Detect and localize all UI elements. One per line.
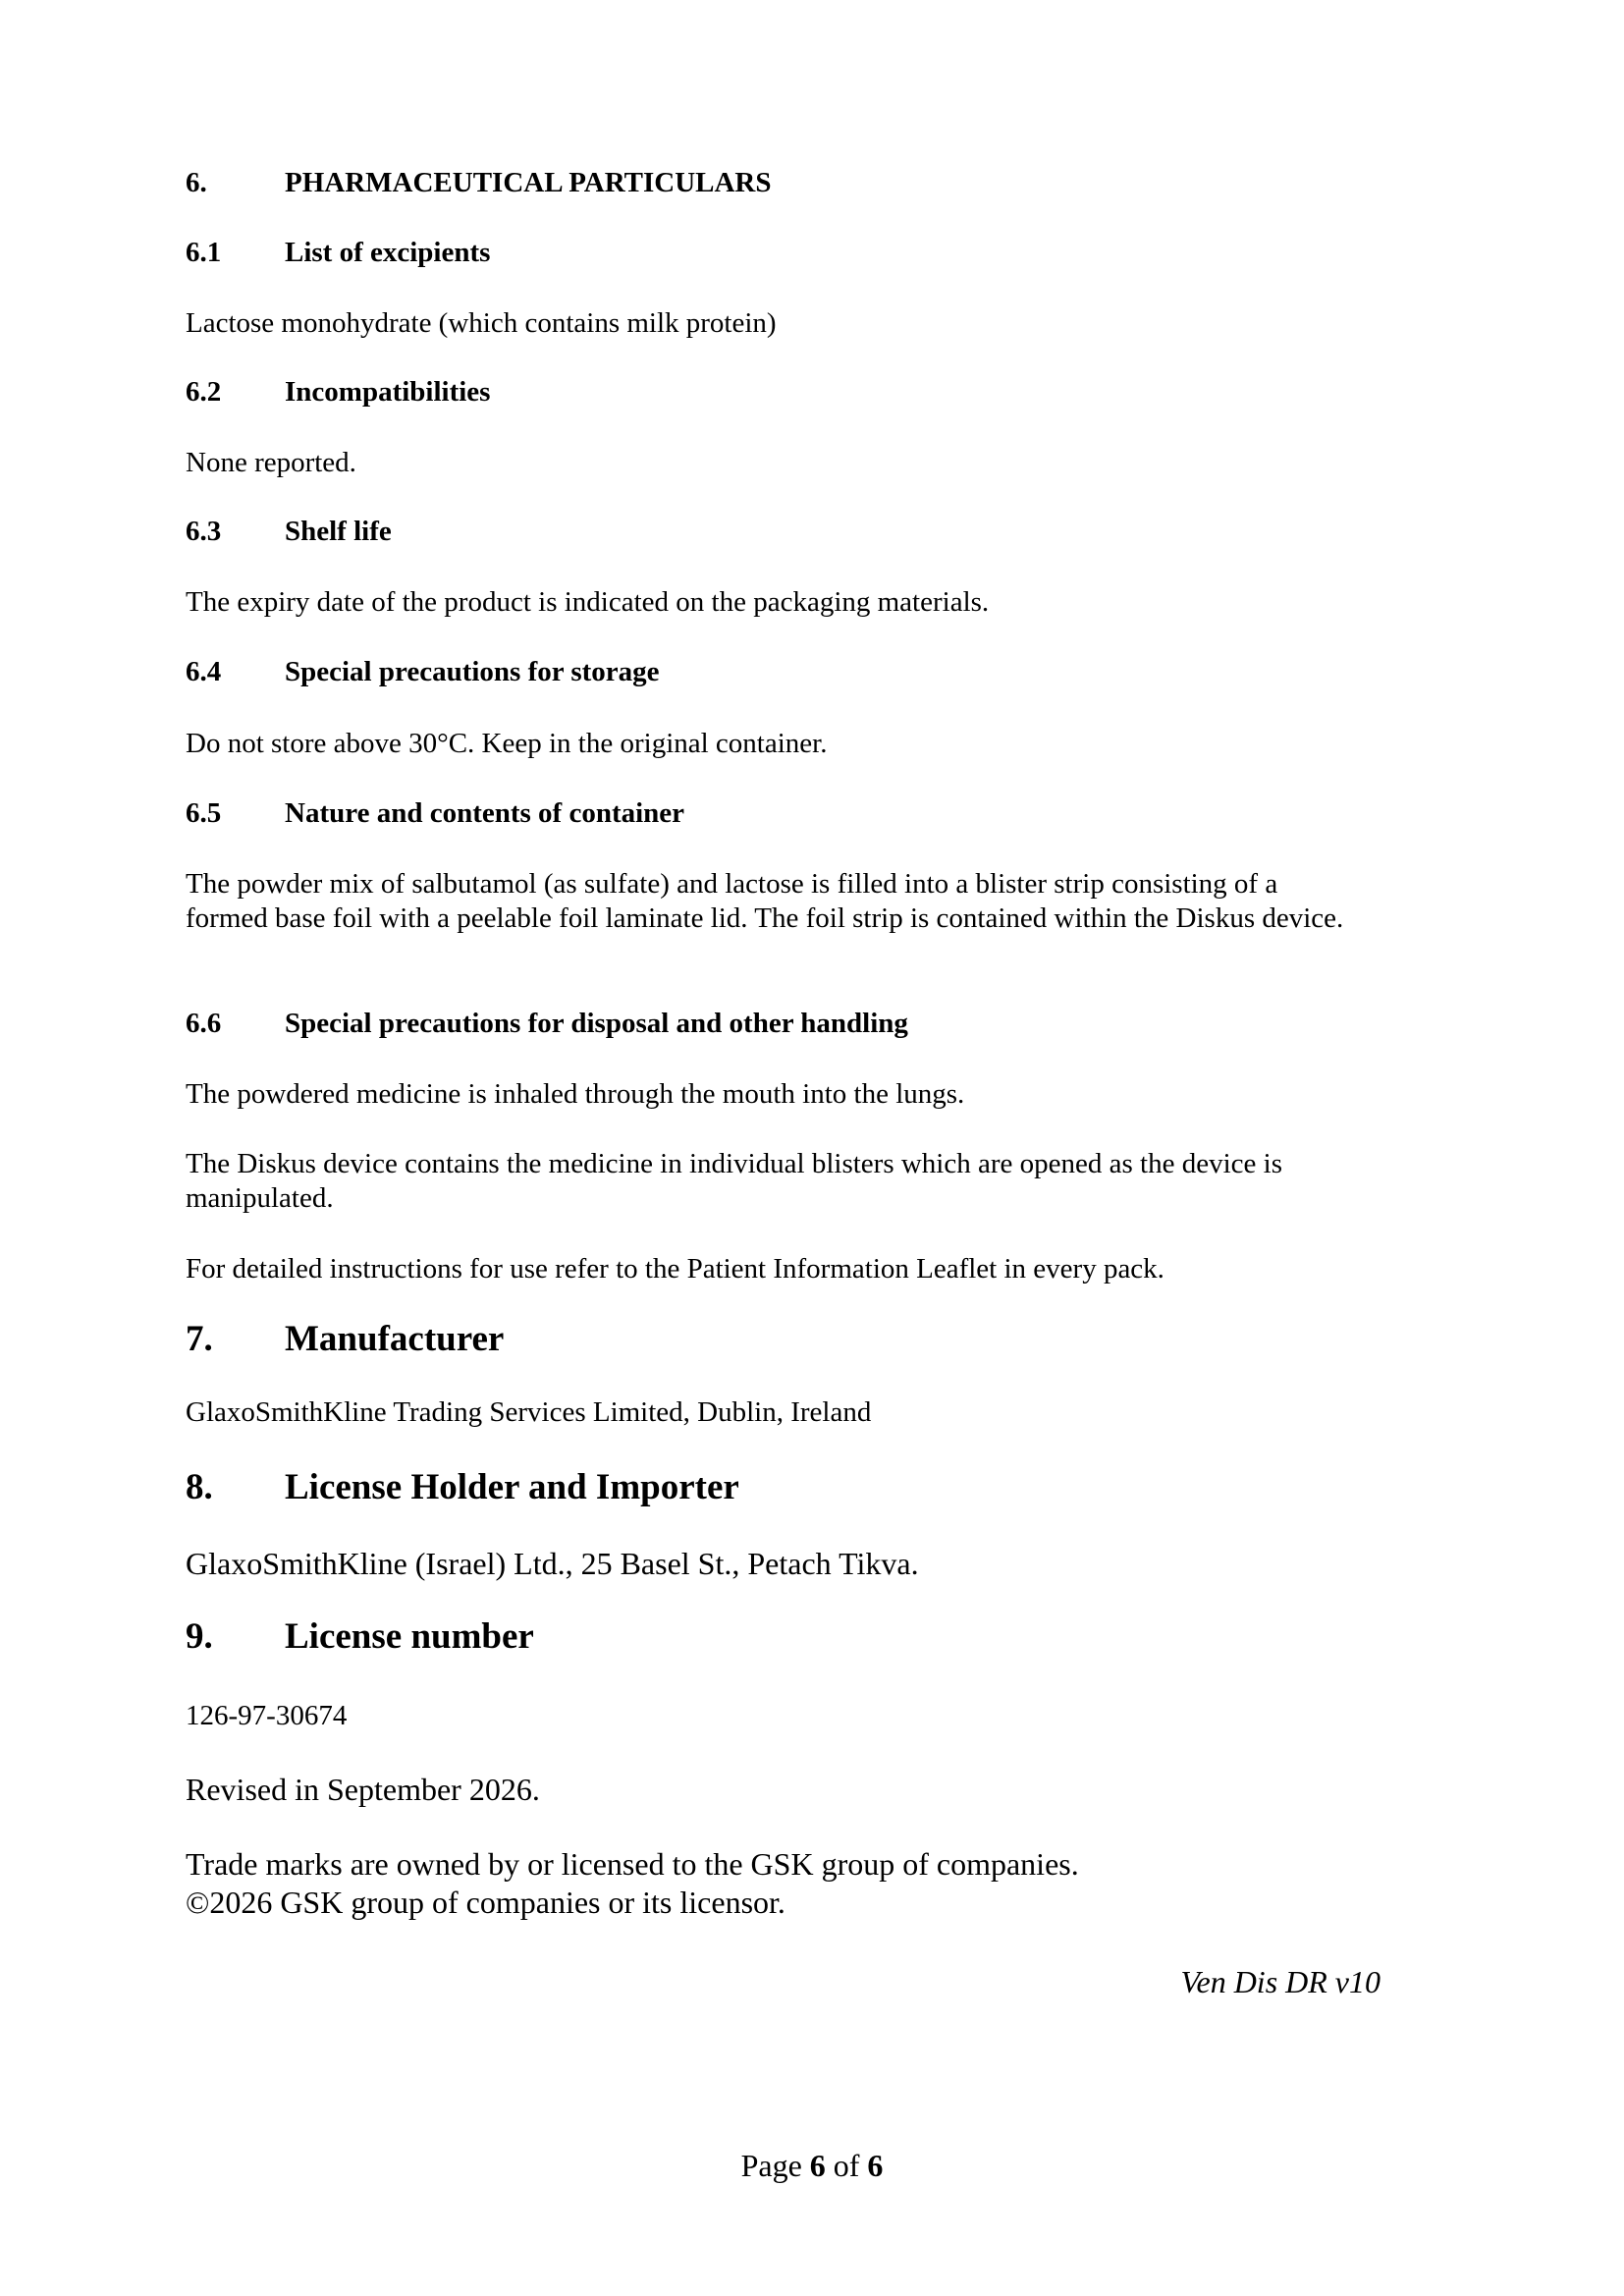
section-6-1-title: List of excipients (285, 237, 491, 268)
section-6-number: 6. (186, 167, 207, 198)
section-6-2-text: None reported. (186, 447, 356, 478)
section-7-title: Manufacturer (285, 1319, 505, 1359)
section-6-1-text: Lactose monohydrate (which contains milk protein) (186, 307, 777, 339)
page-number (0, 2148, 1624, 2184)
section-6-5-title: Nature and contents of container (285, 797, 685, 829)
section-6-title: PHARMACEUTICAL PARTICULARS (285, 167, 772, 198)
document-code: Ven Dis DR v10 (1180, 1964, 1380, 1999)
section-9-number: 9. (186, 1616, 213, 1657)
page-total: 6 (867, 2148, 884, 2183)
section-6-1-number: 6.1 (186, 237, 222, 268)
revised-date: Revised in September 2026. (186, 1772, 540, 1807)
section-6-4-title: Special precautions for storage (285, 656, 660, 687)
section-8-number: 8. (186, 1467, 213, 1507)
section-8-text: GlaxoSmithKline (Israel) Ltd., 25 Basel St., Petach Tikva. (186, 1546, 919, 1581)
section-6-5-text: The powder mix of salbutamol (as sulfate) and lactose is filled into a blister strip consisting of a formed base foil with a peelable foil laminate lid. The foil strip is contained within the Diskus device. (186, 868, 1344, 934)
section-6-3-title: Shelf life (285, 516, 392, 547)
section-6-6-paragraph-1: The powdered medicine is inhaled through the mouth into the lungs. (186, 1078, 965, 1110)
section-7-number: 7. (186, 1319, 213, 1359)
section-7-text: GlaxoSmithKline Trading Services Limited, Dublin, Ireland (186, 1396, 872, 1428)
section-8-title: License Holder and Importer (285, 1467, 739, 1507)
section-6-6-number: 6.6 (186, 1008, 222, 1039)
section-6-6-title: Special precautions for disposal and other handling (285, 1008, 908, 1039)
section-9-title: License number (285, 1616, 534, 1657)
trademark-line-2: ©2026 GSK group of companies or its licensor. (186, 1885, 785, 1920)
section-6-2-title: Incompatibilities (285, 376, 491, 408)
section-6-3-text: The expiry date of the product is indicated on the packaging materials. (186, 586, 990, 618)
section-6-5-number: 6.5 (186, 797, 222, 829)
section-6-4-number: 6.4 (186, 656, 222, 687)
section-6-6-paragraph-3: For detailed instructions for use refer to the Patient Information Leaflet in every pack. (186, 1253, 1164, 1285)
section-6-3-number: 6.3 (186, 516, 222, 547)
page-of: of (833, 2148, 860, 2183)
trademark-line-1: Trade marks are owned by or licensed to the GSK group of companies. (186, 1846, 1079, 1882)
page-current: 6 (809, 2148, 826, 2183)
section-6-4-text: Do not store above 30°C. Keep in the original container. (186, 728, 828, 759)
license-number: 126-97-30674 (186, 1700, 348, 1731)
section-6-2-number: 6.2 (186, 376, 222, 408)
page-prefix: Page (740, 2148, 802, 2183)
section-6-6-paragraph-2: The Diskus device contains the medicine in individual blisters which are opened as the device is manipulated. (186, 1148, 1282, 1214)
